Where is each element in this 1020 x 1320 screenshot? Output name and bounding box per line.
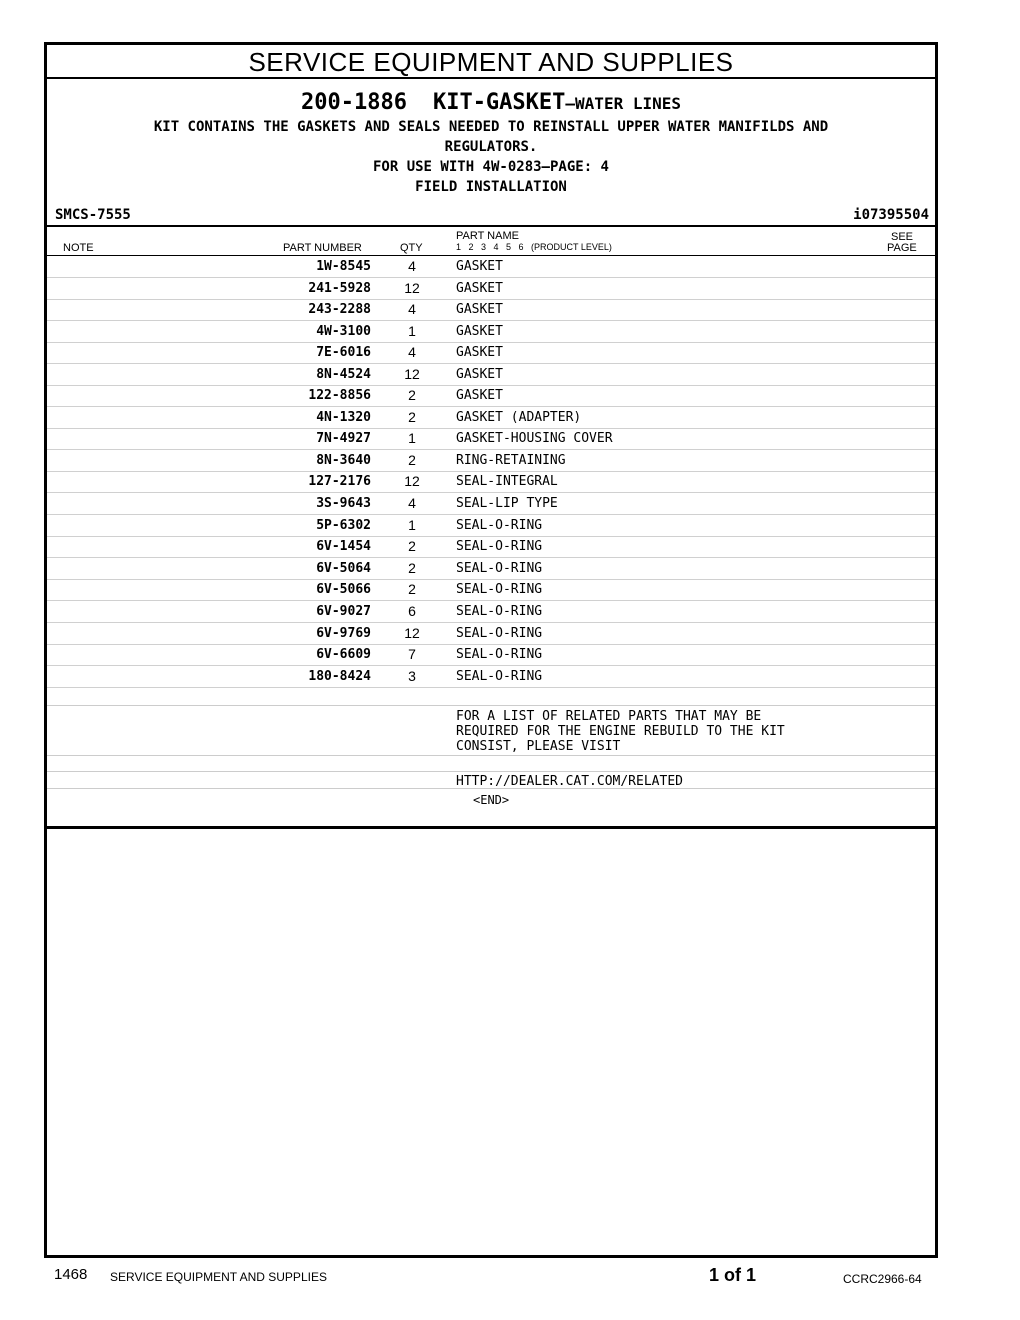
related-note-line-1: FOR A LIST OF RELATED PARTS THAT MAY BE (456, 709, 762, 724)
column-part-number: PART NUMBER (283, 242, 362, 254)
page-title: SERVICE EQUIPMENT AND SUPPLIES (47, 45, 935, 79)
part-name: SEAL-O-RING (456, 647, 543, 662)
table-row (47, 471, 935, 493)
table-row (47, 493, 935, 515)
part-number: 180-8424 (308, 669, 371, 684)
table-row (47, 364, 935, 386)
part-name: GASKET (456, 367, 503, 382)
table-row (47, 407, 935, 429)
table-row (47, 579, 935, 601)
quantity: 12 (404, 280, 420, 296)
table-row (47, 278, 935, 300)
part-number: 6V-5064 (316, 561, 371, 576)
quantity: 4 (408, 301, 416, 317)
part-name: GASKET (456, 259, 503, 274)
page-frame (44, 42, 938, 1258)
column-page: PAGE (887, 242, 917, 254)
part-number: 5P-6302 (316, 518, 371, 533)
row-divider (47, 705, 935, 706)
table-row (47, 644, 935, 666)
part-number: 122-8856 (308, 388, 371, 403)
quantity: 12 (404, 473, 420, 489)
quantity: 2 (408, 409, 416, 425)
part-name: RING-RETAINING (456, 453, 566, 468)
column-see: SEE (891, 231, 914, 243)
part-number: 6V-5066 (316, 582, 371, 597)
part-name: GASKET (456, 302, 503, 317)
part-name: SEAL-LIP TYPE (456, 496, 558, 511)
quantity: 1 (408, 430, 416, 446)
table-row (47, 299, 935, 321)
quantity: 2 (408, 387, 416, 403)
part-number: 3S-9643 (316, 496, 371, 511)
part-number: 6V-9027 (316, 604, 371, 619)
related-url: HTTP://DEALER.CAT.COM/RELATED (456, 774, 683, 789)
kit-number: 200-1886 (300, 90, 407, 115)
related-note-line-3: CONSIST, PLEASE VISIT (456, 739, 621, 754)
row-divider (47, 771, 935, 772)
table-row (47, 558, 935, 580)
part-name: SEAL-O-RING (456, 669, 543, 684)
part-name: GASKET (ADAPTER) (456, 410, 582, 425)
part-name: SEAL-O-RING (456, 626, 543, 641)
table-row (47, 428, 935, 450)
illustration-id: i07395504 (853, 207, 929, 223)
quantity: 4 (408, 495, 416, 511)
part-name: SEAL-O-RING (456, 518, 543, 533)
kit-installation: FIELD INSTALLATION (415, 179, 567, 195)
footer-doc-code: CCRC2966-64 (843, 1272, 922, 1286)
part-number: 6V-6609 (316, 647, 371, 662)
table-row (47, 515, 935, 537)
table-row (47, 256, 935, 278)
part-number: 1W-8545 (316, 259, 371, 274)
part-name: SEAL-INTEGRAL (456, 474, 558, 489)
table-row (47, 342, 935, 364)
part-name: GASKET (456, 281, 503, 296)
part-number: 7E-6016 (316, 345, 371, 360)
kit-title (47, 90, 935, 115)
quantity: 4 (408, 258, 416, 274)
part-number: 8N-3640 (316, 453, 371, 468)
part-name: GASKET (456, 388, 503, 403)
quantity: 7 (408, 646, 416, 662)
part-number: 4N-1320 (316, 410, 371, 425)
row-divider (47, 755, 935, 756)
table-row (47, 666, 935, 688)
end-marker: <END> (473, 793, 510, 807)
quantity: 2 (408, 538, 416, 554)
quantity: 6 (408, 603, 416, 619)
part-name: SEAL-O-RING (456, 604, 543, 619)
table-row (47, 601, 935, 623)
column-part-name: PART NAME (456, 230, 519, 242)
part-name: GASKET (456, 345, 503, 360)
footer-page-number: 1468 (54, 1266, 88, 1283)
quantity: 2 (408, 581, 416, 597)
column-note: NOTE (63, 242, 94, 254)
quantity: 3 (408, 668, 416, 684)
part-name: GASKET-HOUSING COVER (456, 431, 613, 446)
part-number: 8N-4524 (316, 367, 371, 382)
row-divider (47, 788, 935, 789)
kit-description-line-2: REGULATORS. (444, 139, 538, 155)
kit-usage: FOR USE WITH 4W-0283—PAGE: 4 (372, 159, 609, 175)
related-note-line-2: REQUIRED FOR THE ENGINE REBUILD TO THE KIT (456, 724, 785, 739)
part-name: SEAL-O-RING (456, 561, 543, 576)
part-name: SEAL-O-RING (456, 582, 543, 597)
quantity: 1 (408, 323, 416, 339)
table-row (47, 385, 935, 407)
table-row (47, 450, 935, 472)
part-name: GASKET (456, 324, 503, 339)
part-number: 241-5928 (308, 281, 371, 296)
column-product-level: 1 2 3 4 5 6 (PRODUCT LEVEL) (456, 242, 612, 252)
column-qty: QTY (400, 242, 423, 254)
kit-description-line-1: KIT CONTAINS THE GASKETS AND SEALS NEEDED TO REINSTALL UPPER WATER MANIFILDS AND (153, 119, 829, 135)
footer-page-of: 1 of 1 (709, 1265, 757, 1285)
quantity: 12 (404, 625, 420, 641)
part-number: 127-2176 (308, 474, 371, 489)
quantity: 12 (404, 366, 420, 382)
part-number: 4W-3100 (316, 324, 371, 339)
quantity: 4 (408, 344, 416, 360)
divider (47, 225, 935, 227)
part-number: 243-2288 (308, 302, 371, 317)
table-row (47, 321, 935, 343)
footer-section: SERVICE EQUIPMENT AND SUPPLIES (110, 1270, 327, 1284)
quantity: 1 (408, 517, 416, 533)
part-number: 7N-4927 (316, 431, 371, 446)
part-name: SEAL-O-RING (456, 539, 543, 554)
section-bottom-divider (47, 826, 935, 829)
table-row (47, 536, 935, 558)
part-number: 6V-9769 (316, 626, 371, 641)
smcs-code: SMCS-7555 (55, 207, 131, 223)
table-row (47, 623, 935, 645)
quantity: 2 (408, 560, 416, 576)
kit-subname: —WATER LINES (565, 94, 681, 113)
part-number: 6V-1454 (316, 539, 371, 554)
kit-name: KIT-GASKET (432, 90, 566, 115)
quantity: 2 (408, 452, 416, 468)
